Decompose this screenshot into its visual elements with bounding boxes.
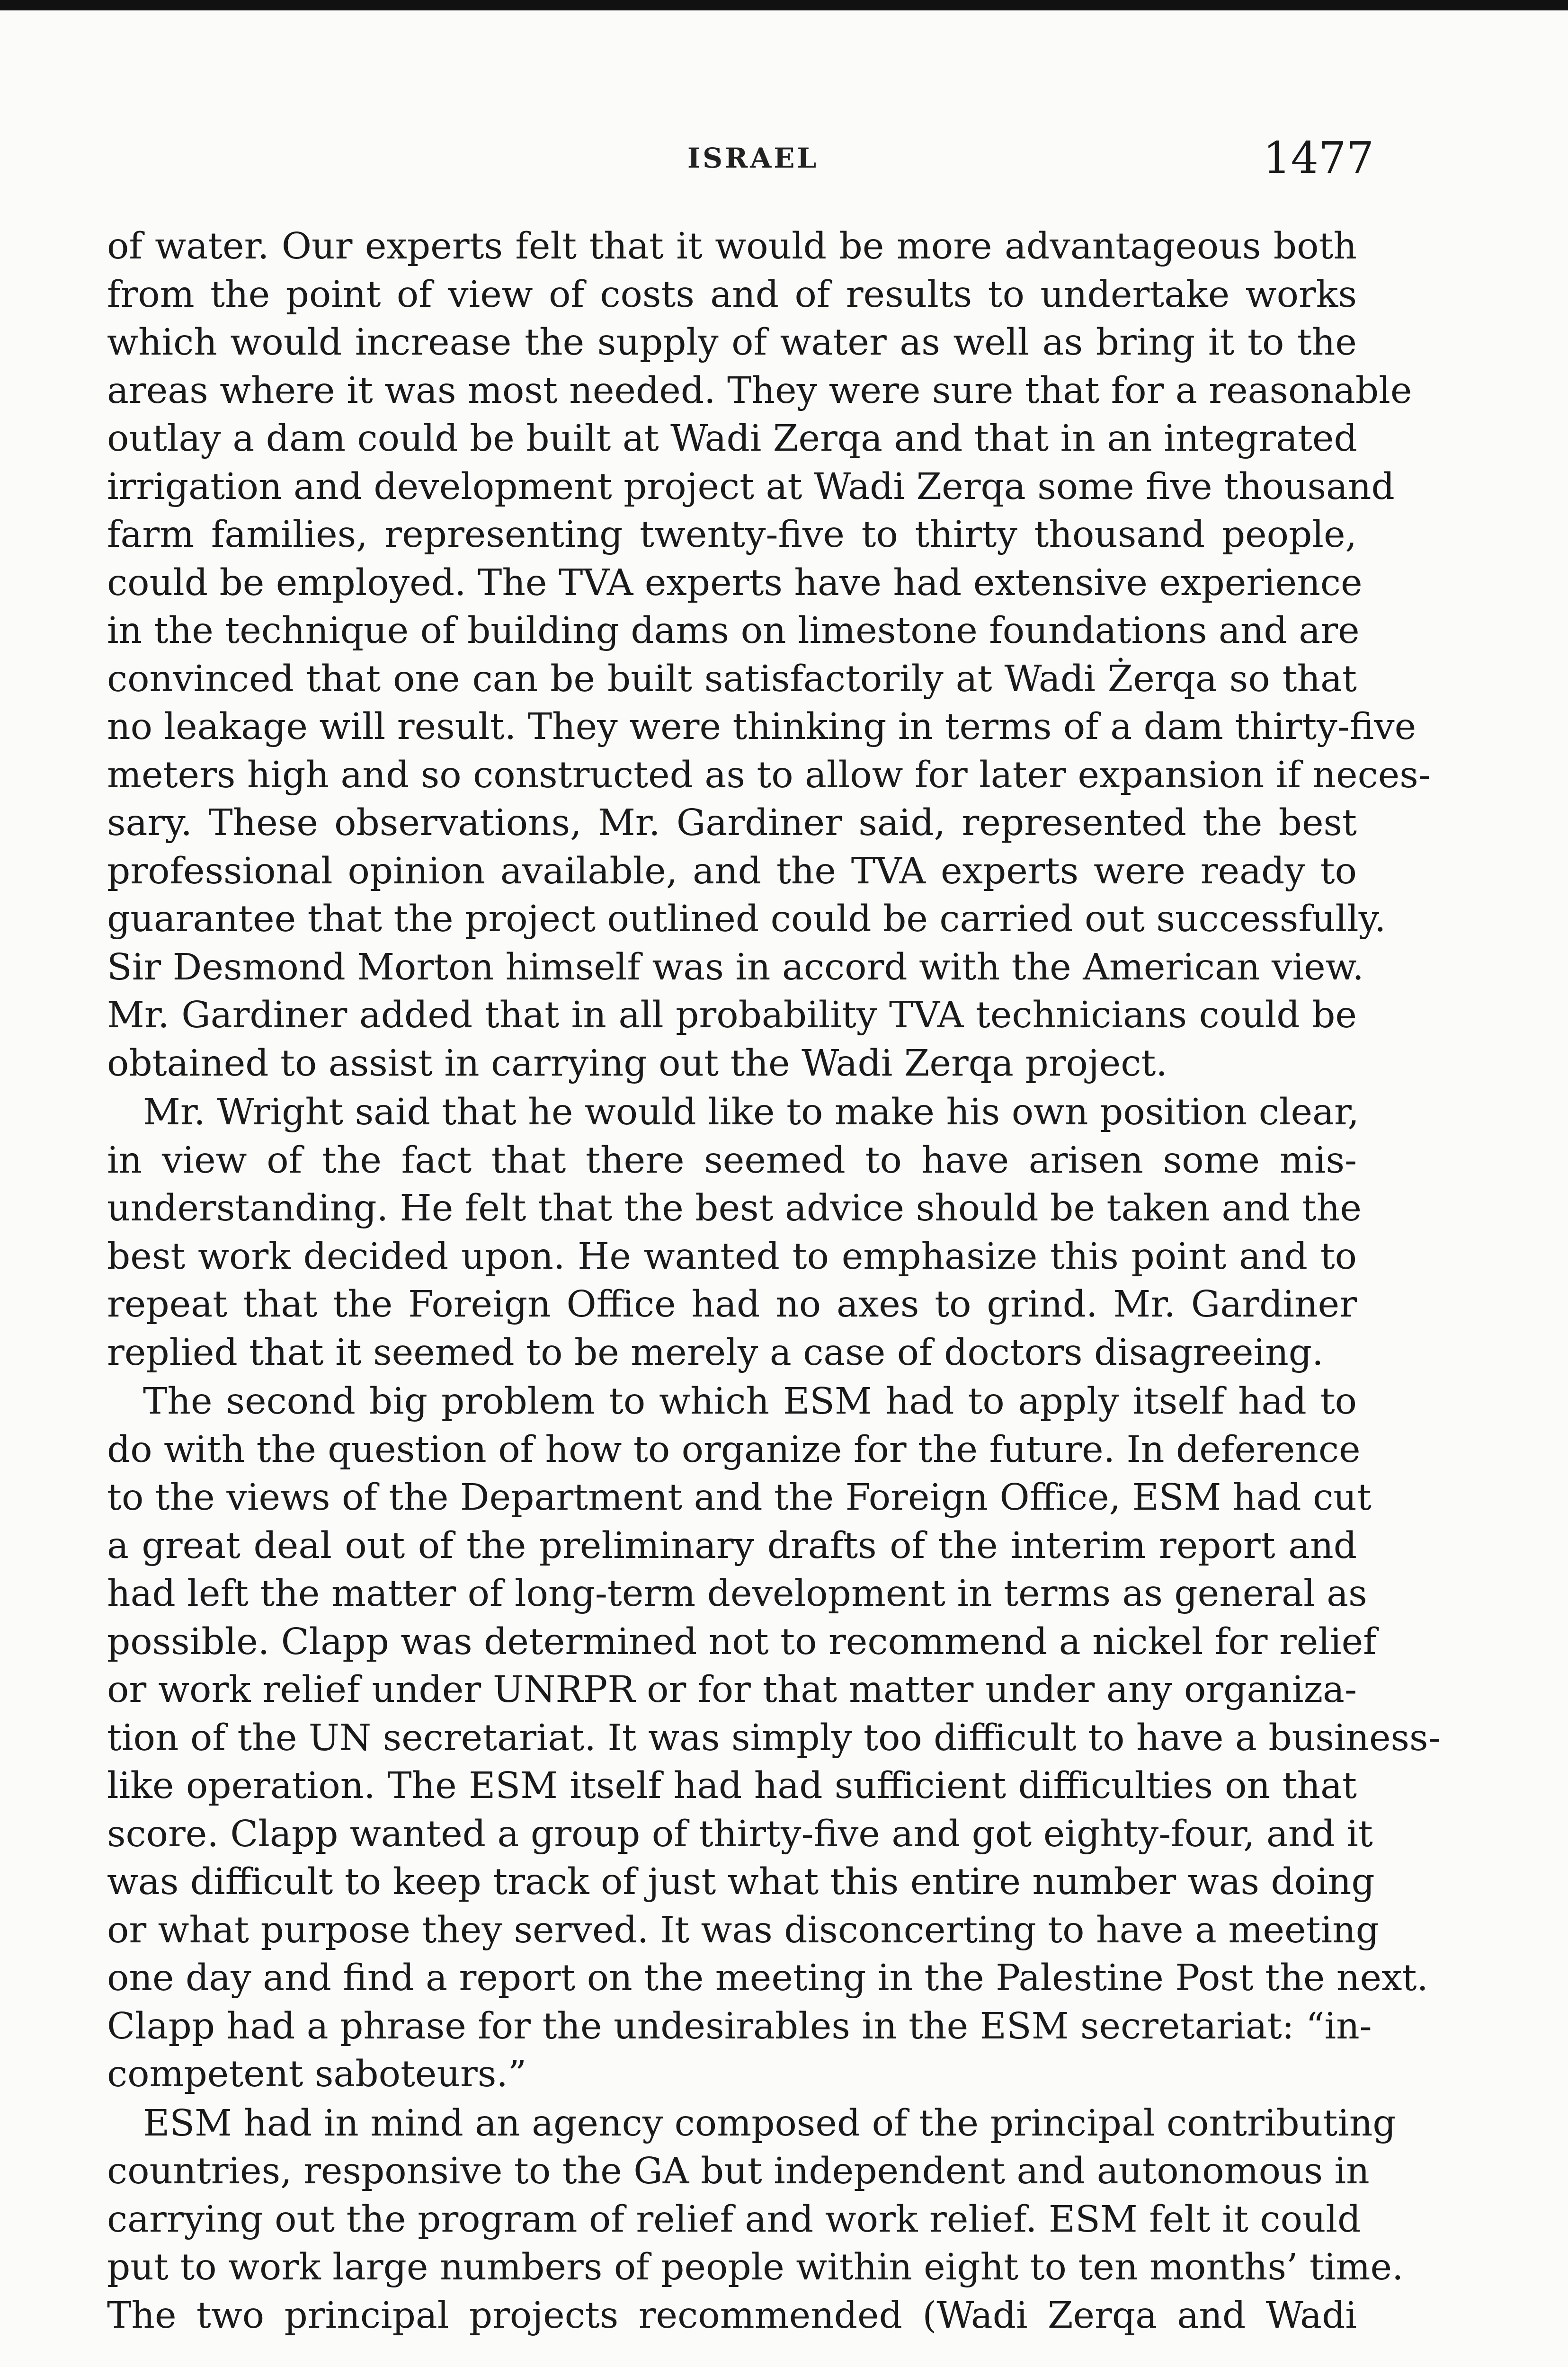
text-line: outlay a dam could be built at Wadi Zerqa and that in an integrated <box>107 418 1357 460</box>
text-line: score. Clapp wanted a group of thirty-five and got eighty-four, and it <box>107 1813 1373 1855</box>
text-line: to the views of the Department and the Foreign Office, ESM had cut <box>107 1477 1372 1519</box>
text-line: irrigation and development project at Wadi Zerqa some five thousand <box>107 465 1395 508</box>
text-line: professional opinion available, and the TVA experts were ready to <box>107 850 1357 892</box>
text-line: tion of the UN secretariat. It was simply too difficult to have a business- <box>107 1717 1441 1759</box>
text-line: one day and find a report on the meeting in the Palestine Post the next. <box>107 1957 1428 1999</box>
text-line: best work decided upon. He wanted to emphasize this point and to <box>107 1235 1357 1278</box>
text-line: Mr. Wright said that he would like to make his own position clear, <box>143 1091 1359 1133</box>
text-line: replied that it seemed to be merely a case of doctors disagreeing. <box>107 1331 1324 1374</box>
text-line: competent saboteurs.” <box>107 2053 527 2095</box>
paragraph-1 <box>107 222 1431 1087</box>
text-line: in view of the fact that there seemed to have arisen some mis- <box>107 1139 1357 1182</box>
text-line: areas where it was most needed. They were sure that for a reasonable <box>107 369 1412 412</box>
paragraph-4 <box>107 2100 1404 2340</box>
text-line: The two principal projects recommended (Wadi Zerqa and Wadi <box>107 2294 1357 2337</box>
text-line: carrying out the program of relief and work relief. ESM felt it could <box>107 2198 1361 2241</box>
text-line: Sir Desmond Morton himself was in accord with the American view. <box>107 946 1364 988</box>
text-line: put to work large numbers of people within eight to ten months’ time. <box>107 2246 1404 2288</box>
text-line: guarantee that the project outlined could be carried out successfully. <box>107 898 1386 940</box>
text-line: do with the question of how to organize for the future. In deference <box>107 1428 1361 1471</box>
running-head: ISRAEL <box>687 142 819 174</box>
text-line: could be employed. The TVA experts have had extensive experience <box>107 561 1363 604</box>
text-line: The second big problem to which ESM had to apply itself had to <box>143 1380 1357 1423</box>
text-line: ESM had in mind an agency composed of the principal contributing <box>143 2102 1396 2145</box>
text-line: had left the matter of long-term development in terms as general as <box>107 1573 1367 1615</box>
text-line: which would increase the supply of water as well as bring it to the <box>107 321 1357 364</box>
text-line: Mr. Gardiner added that in all probability TVA technicians could be <box>107 994 1357 1036</box>
text-line: sary. These observations, Mr. Gardiner said, represented the best <box>107 802 1357 844</box>
text-line: from the point of view of costs and of results to undertake works <box>107 273 1357 316</box>
page-number: 1477 <box>1263 133 1374 183</box>
text-line: a great deal out of the preliminary drafts of the interim report and <box>107 1524 1357 1567</box>
text-line: farm families, representing twenty-five to thirty thousand people, <box>107 514 1357 556</box>
text-line: Clapp had a phrase for the undesirables in the ESM secretariat: “in- <box>107 2005 1372 2047</box>
text-line: of water. Our experts felt that it would be more advantageous both <box>107 225 1357 267</box>
text-line: like operation. The ESM itself had had sufficient difficulties on that <box>107 1765 1357 1807</box>
text-line: repeat that the Foreign Office had no axes to grind. Mr. Gardiner <box>107 1283 1357 1326</box>
text-line: was difficult to keep track of just what this entire number was doing <box>107 1861 1375 1903</box>
text-line: countries, responsive to the GA but independent and autonomous in <box>107 2150 1370 2192</box>
body-text <box>107 222 1441 2340</box>
top-edge-rule <box>0 0 1568 10</box>
text-line: obtained to assist in carrying out the Wadi Zerqa project. <box>107 1042 1167 1085</box>
text-line: or work relief under UNRPR or for that matter under any organiza- <box>107 1669 1357 1711</box>
paragraph-3 <box>107 1378 1441 2099</box>
text-line: or what purpose they served. It was disconcerting to have a meeting <box>107 1909 1380 1951</box>
text-line: possible. Clapp was determined not to recommend a nickel for relief <box>107 1620 1377 1663</box>
text-line: understanding. He felt that the best advice should be taken and the <box>107 1187 1362 1229</box>
text-line: in the technique of building dams on limestone foundations and are <box>107 610 1360 652</box>
text-line: no leakage will result. They were thinking in terms of a dam thirty-five <box>107 706 1417 748</box>
paragraph-2 <box>107 1088 1362 1377</box>
text-line: convinced that one can be built satisfactorily at Wadi Żerqa so that <box>107 658 1357 700</box>
text-line: meters high and so constructed as to allow for later expansion if neces- <box>107 754 1431 796</box>
